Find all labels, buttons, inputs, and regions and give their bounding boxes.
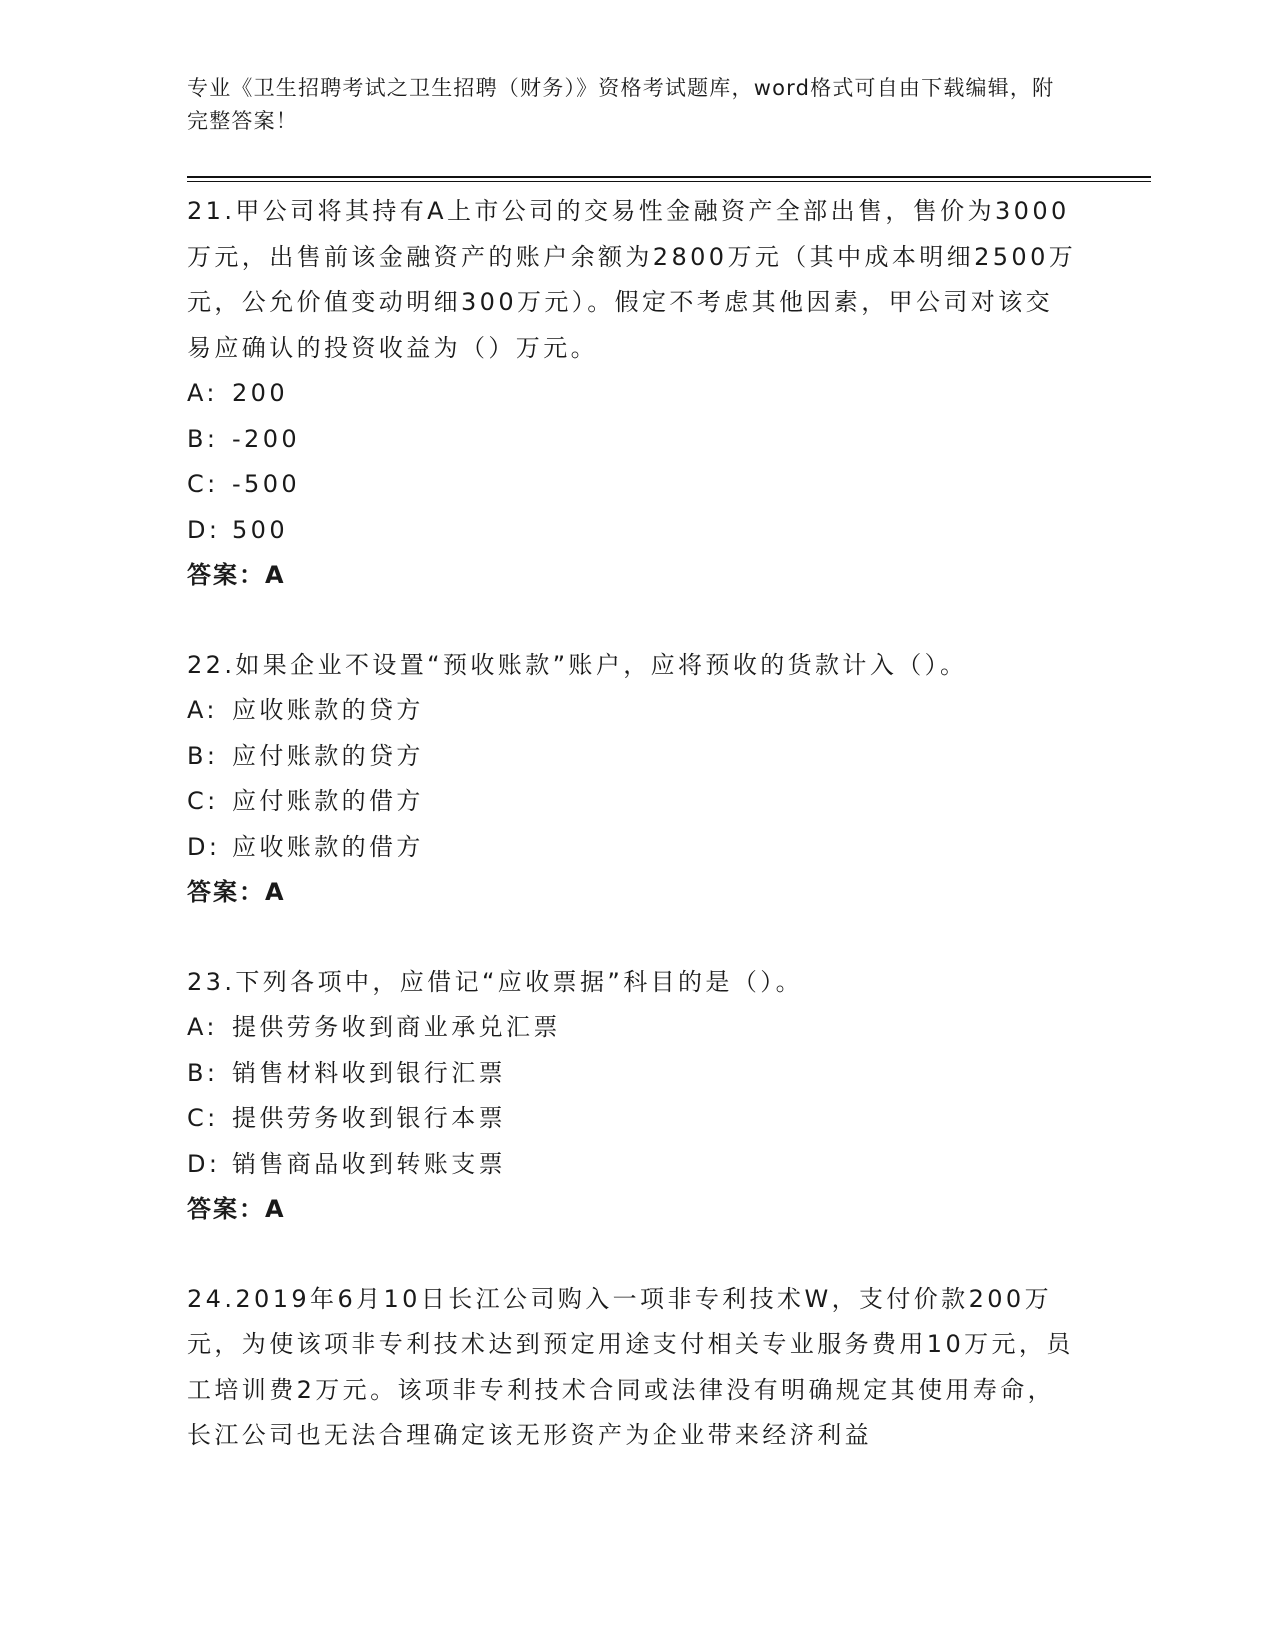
question-21: [187, 189, 1077, 599]
question-list: [187, 189, 1077, 1503]
option-a: [187, 688, 1077, 734]
option-c: [187, 1096, 1077, 1142]
option-text: 销售材料收到银行汇票: [232, 1058, 506, 1087]
question-text: 21.甲公司将其持有A上市公司的交易性金融资产全部出售，售价为3000万元，出售前该金融资产的账户余额为2800万元（其中成本明细2500万元，公允价值变动明细300万元）。假定不考虑其他因素，甲公司对该交易应确认的投资收益为（）万元。: [187, 197, 1077, 362]
option-a: [187, 1005, 1077, 1051]
option-letter: B:: [187, 1058, 219, 1087]
option-letter: C:: [187, 787, 219, 815]
option-letter: C:: [187, 470, 219, 498]
option-letter: C:: [187, 1104, 219, 1132]
header-divider-thick: [187, 176, 1151, 178]
option-letter: B:: [187, 741, 219, 770]
option-a: [187, 371, 1077, 417]
option-text: 提供劳务收到银行本票: [232, 1104, 506, 1132]
option-letter: D:: [187, 515, 221, 544]
option-text: 应收账款的借方: [232, 832, 424, 861]
option-letter: D:: [187, 1149, 221, 1178]
option-d: [187, 825, 1077, 871]
question-23: [187, 960, 1077, 1233]
option-text: 应付账款的借方: [232, 787, 424, 815]
header-divider-thin: [187, 181, 1151, 182]
option-c: [187, 462, 1077, 508]
option-text: 销售商品收到转账支票: [232, 1149, 506, 1178]
option-text: 500: [232, 515, 289, 544]
option-letter: D:: [187, 832, 221, 861]
option-c: [187, 779, 1077, 825]
answer-line: 答案：A: [187, 878, 286, 906]
answer-line: 答案：A: [187, 1195, 286, 1223]
option-text: 应收账款的贷方: [232, 696, 424, 724]
option-text: 200: [232, 379, 289, 407]
option-text: 提供劳务收到商业承兑汇票: [232, 1013, 561, 1041]
option-text: 应付账款的贷方: [232, 741, 424, 770]
option-text: -500: [232, 470, 301, 498]
option-d: [187, 1142, 1077, 1188]
question-24: [187, 1277, 1077, 1459]
option-b: [187, 417, 1077, 463]
option-letter: A:: [187, 379, 218, 407]
answer-line: 答案：A: [187, 561, 286, 589]
question-22: [187, 643, 1077, 916]
document-header: 专业《卫生招聘考试之卫生招聘（财务）》资格考试题库，word格式可自由下载编辑，附完整答案！: [187, 76, 1055, 133]
question-text: 23.下列各项中，应借记“应收票据”科目的是（）。: [187, 967, 804, 996]
option-letter: A:: [187, 1013, 218, 1041]
question-text: 22.如果企业不设置“预收账款”账户，应将预收的货款计入（）。: [187, 650, 968, 679]
option-b: [187, 734, 1077, 780]
question-text: 24.2019年6月10日长江公司购入一项非专利技术W，支付价款200万元，为使该项非专利技术达到预定用途支付相关专业服务费用10万元，员工培训费2万元。该项非专利技术合同或法律没有明确规定其使用寿命，长江公司也无法合理确定该无形资产为企业带来经济利益: [187, 1284, 1074, 1449]
option-d: [187, 508, 1077, 554]
option-letter: B:: [187, 424, 219, 453]
option-b: [187, 1051, 1077, 1097]
option-letter: A:: [187, 696, 218, 724]
option-text: -200: [232, 424, 301, 453]
